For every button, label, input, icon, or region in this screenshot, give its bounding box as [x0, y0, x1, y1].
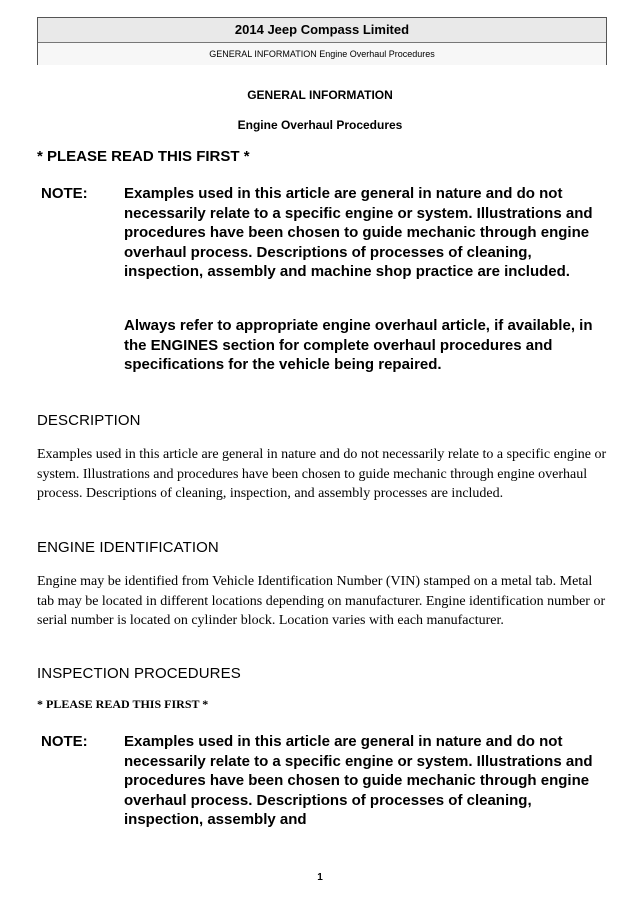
- note-paragraph-2: Always refer to appropriate engine overhaul article, if available, in the ENGINES section for complete overhaul procedures and specifications for the vehicle being repaired.: [124, 317, 593, 374]
- description-text: Examples used in this article are general in nature and do not necessarily relate to a specific engine or system. Illustrations and procedures have been chosen to guide mechanic through engine overhaul process. Descriptions of cleaning, inspection, and assembly processes are included.: [37, 447, 607, 501]
- header-subtitle: GENERAL INFORMATION Engine Overhaul Procedures: [38, 43, 606, 65]
- note-paragraph-3: Examples used in this article are general in nature and do not necessarily relate to a specific engine or system. Illustrations and procedures have been chosen to guide mechanic through engine overhaul process. Descriptions of processes of cleaning, inspection, assembly and: [124, 733, 593, 829]
- note-paragraph-1: Examples used in this article are general in nature and do not necessarily relate to a specific engine or system. Illustrations and procedures have been chosen to guide mechanic through engine overhaul process. Descriptions of processes of cleaning, inspection, assembly and machine shop practice are included.: [124, 185, 593, 281]
- note-label-2: NOTE:: [41, 733, 88, 750]
- document-header: [37, 17, 607, 65]
- page-subtitle: Engine Overhaul Procedures: [237, 118, 403, 132]
- page-number: 1: [317, 872, 323, 883]
- section-heading-inspection: INSPECTION PROCEDURES: [37, 665, 241, 682]
- engine-identification-text: Engine may be identified from Vehicle Identification Number (VIN) stamped on a metal tab. Metal tab may be located in different locations depending on manufacturer. Engine identification number or serial number is located on cylinder block. Location varies with each manufacturer.: [37, 574, 606, 628]
- note-label: NOTE:: [41, 185, 88, 202]
- read-first-notice: * PLEASE READ THIS FIRST *: [37, 148, 250, 165]
- header-title: 2014 Jeep Compass Limited: [38, 18, 606, 43]
- section-heading-engine-identification: ENGINE IDENTIFICATION: [37, 539, 219, 556]
- inspection-read-first: * PLEASE READ THIS FIRST *: [37, 697, 209, 711]
- section-heading-description: DESCRIPTION: [37, 412, 141, 429]
- page-title: GENERAL INFORMATION: [247, 88, 393, 102]
